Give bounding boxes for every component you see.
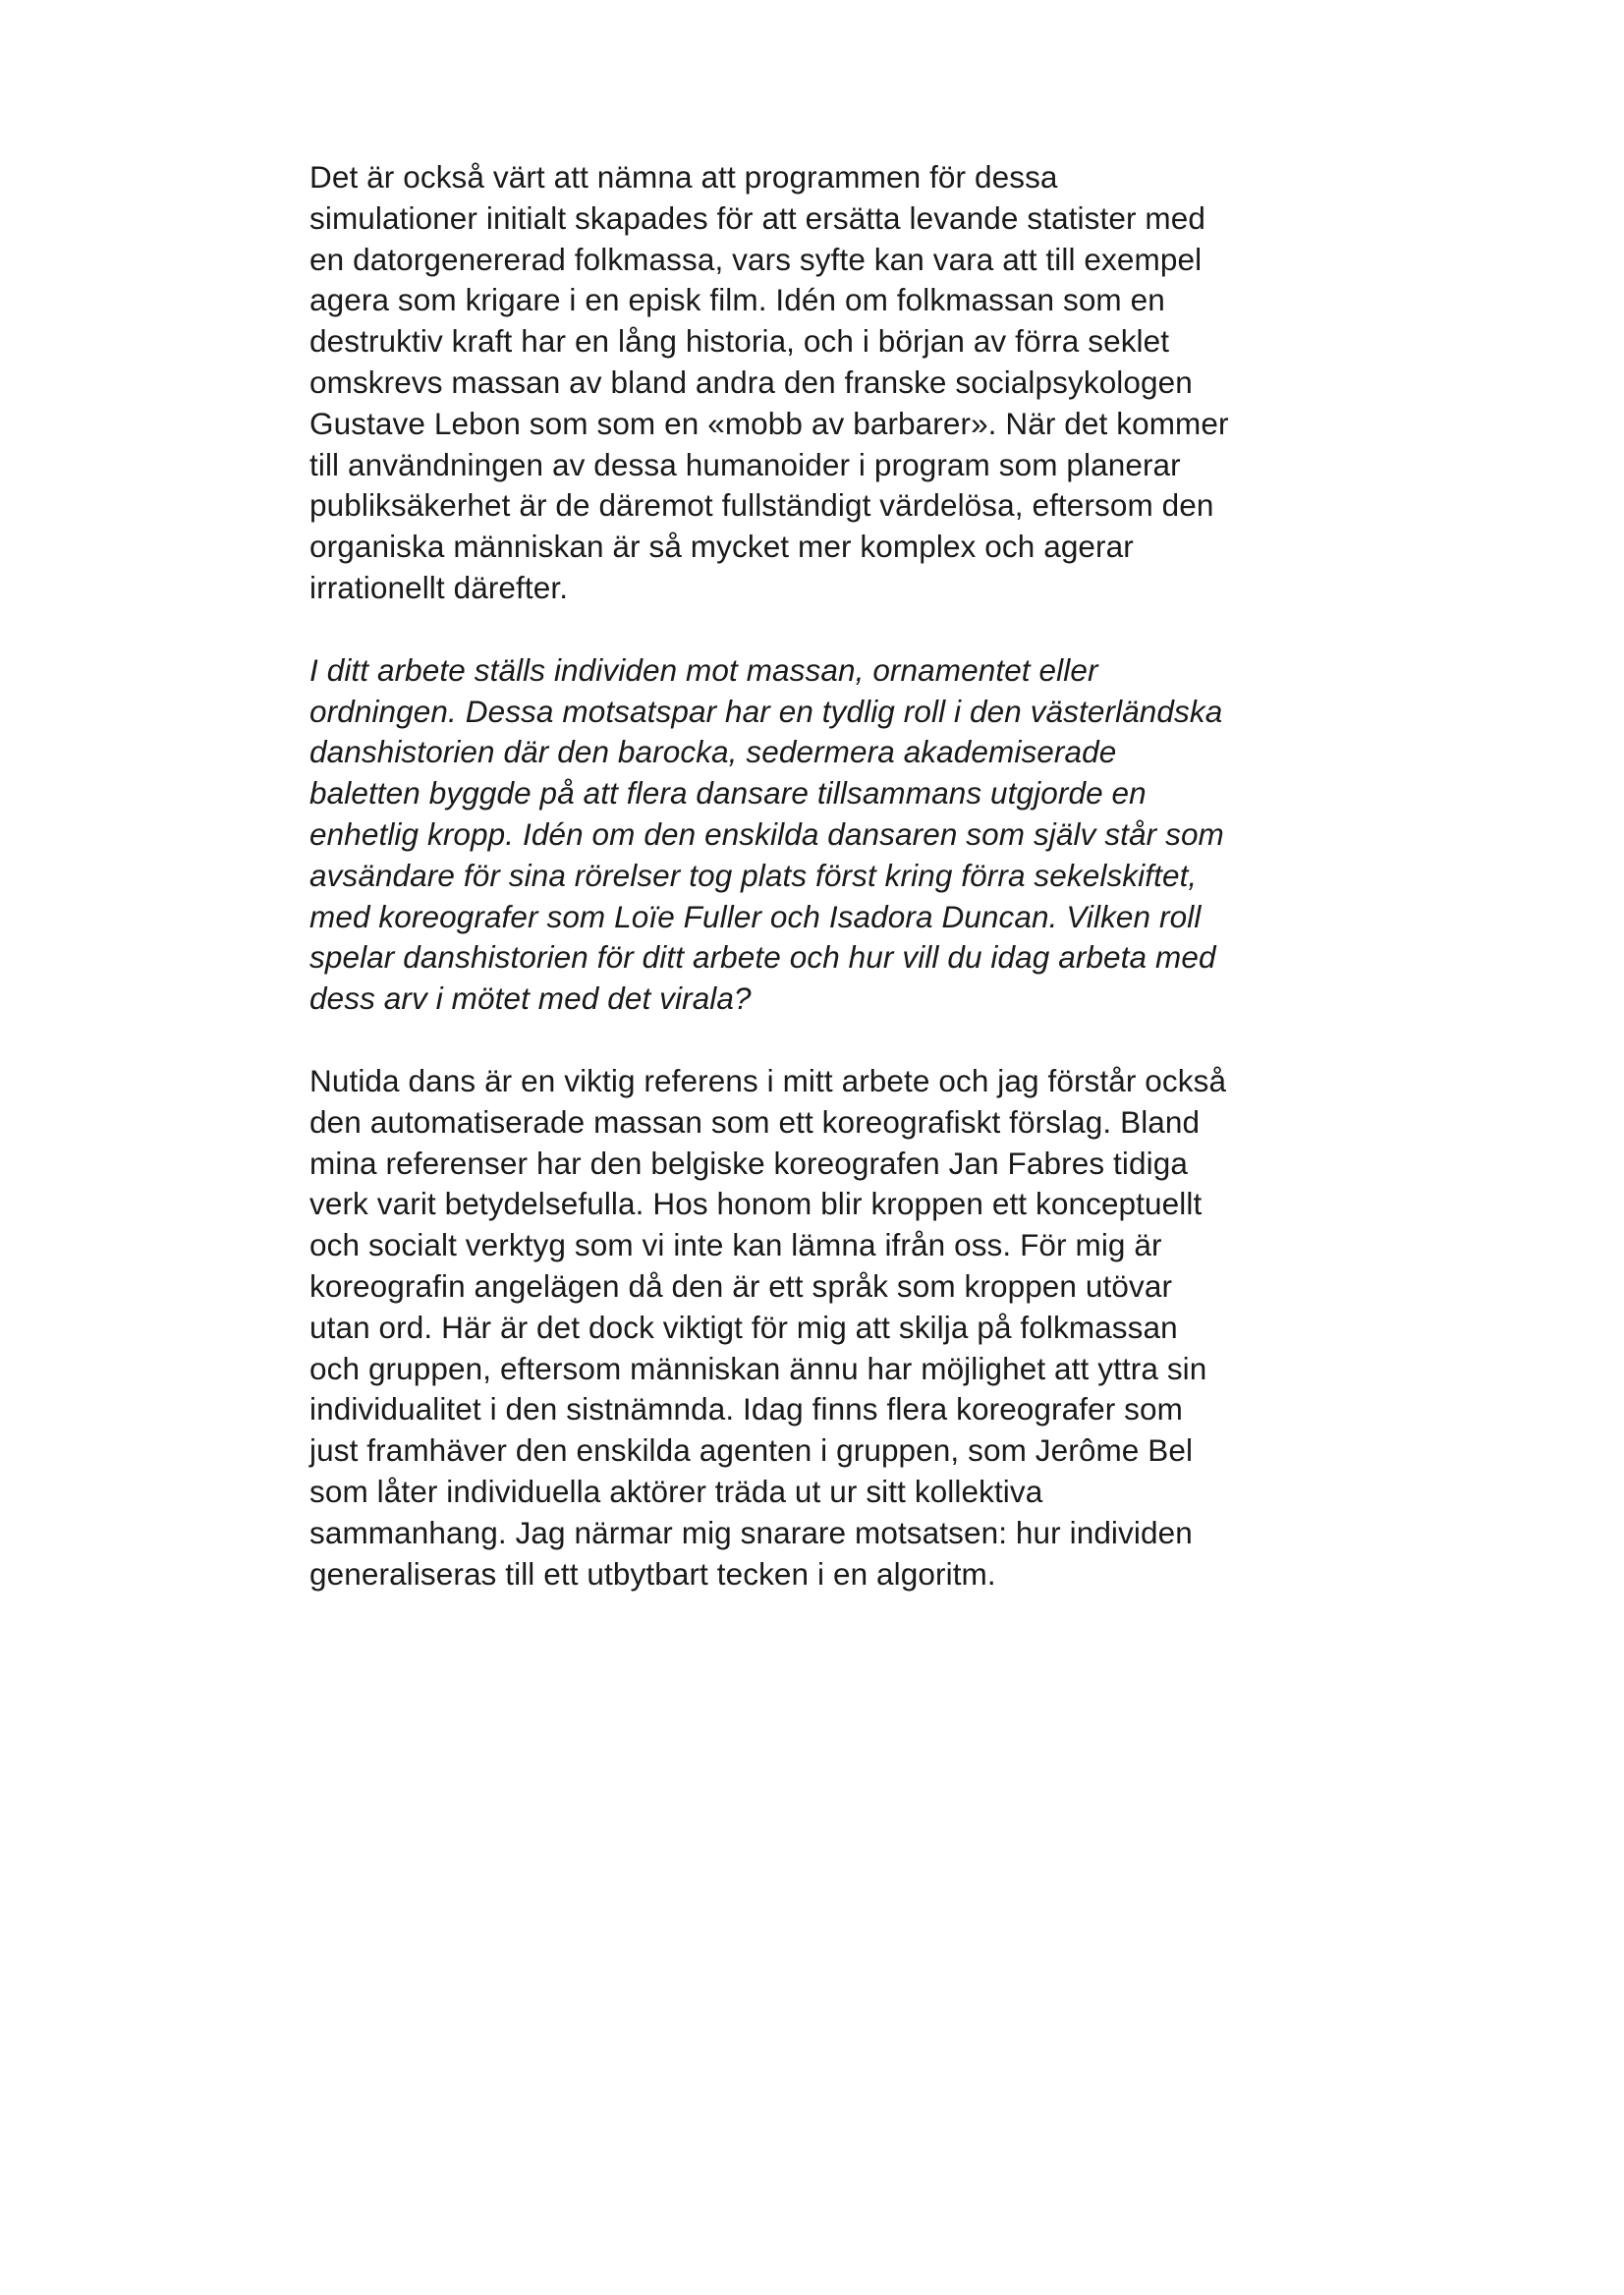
text-line: en datorgenererad folkmassa, vars syfte kan vara att till exempel [309,241,1203,277]
text-line: spelar danshistorien för ditt arbete och hur vill du idag arbeta med [309,939,1216,976]
text-line: dess arv i mötet med det virala? [309,980,752,1017]
text-line: till användningen av dessa humanoider i program som planerar [309,446,1181,482]
text-line: omskrevs massan av bland andra den franske socialpsykologen [309,364,1193,400]
text-line: sammanhang. Jag närmar mig snarare motsatsen: hur individen [309,1514,1193,1550]
answer-paragraph-2 [309,1061,1336,1595]
text-line: just framhäver den enskilda agenten i gruppen, som Jerôme Bel [309,1432,1194,1469]
text-line: Det är också värt att nämna att programmen för dessa [309,159,1058,195]
text-line: och socialt verktyg som vi inte kan lämna ifrån oss. För mig är [309,1227,1162,1263]
text-line: organiska människan är så mycket mer komplex och agerar [309,529,1134,565]
text-line: utan ord. Här är det dock viktigt för mig att skilja på folkmassan [309,1309,1178,1345]
text-line: som låter individuella aktörer träda ut ur sitt kollektiva [309,1473,1043,1509]
text-line: danshistorien där den barocka, sedermera akademiserade [309,734,1117,770]
text-line: Nutida dans är en viktig referens i mitt arbete och jag förstår också [309,1062,1227,1098]
text-line: verk varit betydelsefulla. Hos honom blir kroppen ett konceptuellt [309,1186,1203,1222]
text-line: koreografin angelägen då den är ett språk som kroppen utövar [309,1267,1173,1304]
answer-paragraph-1 [309,157,1336,609]
text-line: baletten byggde på att flera dansare tillsammans utgjorde en [309,775,1147,812]
text-line: Gustave Lebon som som en «mobb av barbarer». När det kommer [309,405,1229,441]
text-line: mina referenser har den belgiske koreografen Jan Fabres tidiga [309,1145,1188,1181]
text-line: med koreografer som Loïe Fuller och Isadora Duncan. Vilken roll [309,898,1202,934]
text-line: individualitet i den sistnämnda. Idag finns flera koreografer som [309,1391,1183,1427]
text-line: den automatiserade massan som ett koreografiskt förslag. Bland [309,1103,1201,1140]
text-line: I ditt arbete ställs individen mot massan, ornamentet eller [309,651,1098,688]
text-line: irrationellt därefter. [309,569,569,605]
text-line: och gruppen, eftersom människan ännu har möjlighet att yttra sin [309,1350,1207,1386]
text-line: enhetlig kropp. Idén om den enskilda dansaren som själv står som [309,815,1224,852]
text-line: simulationer initialt skapades för att ersätta levande statister med [309,199,1205,236]
text-line: ordningen. Dessa motsatspar har en tydlig roll i den västerländska [309,693,1223,729]
question-paragraph [309,650,1336,1020]
text-line: generaliseras till ett utbytbart tecken i en algoritm. [309,1555,996,1592]
text-line: avsändare för sina rörelser tog plats först kring förra sekelskiftet, [309,857,1198,893]
body-text [309,157,1336,1636]
text-line: publiksäkerhet är de däremot fullständigt värdelösa, eftersom den [309,487,1214,524]
text-line: destruktiv kraft har en lång historia, och i början av förra seklet [309,323,1170,360]
text-line: agera som krigare i en episk film. Idén om folkmassan som en [309,282,1165,318]
